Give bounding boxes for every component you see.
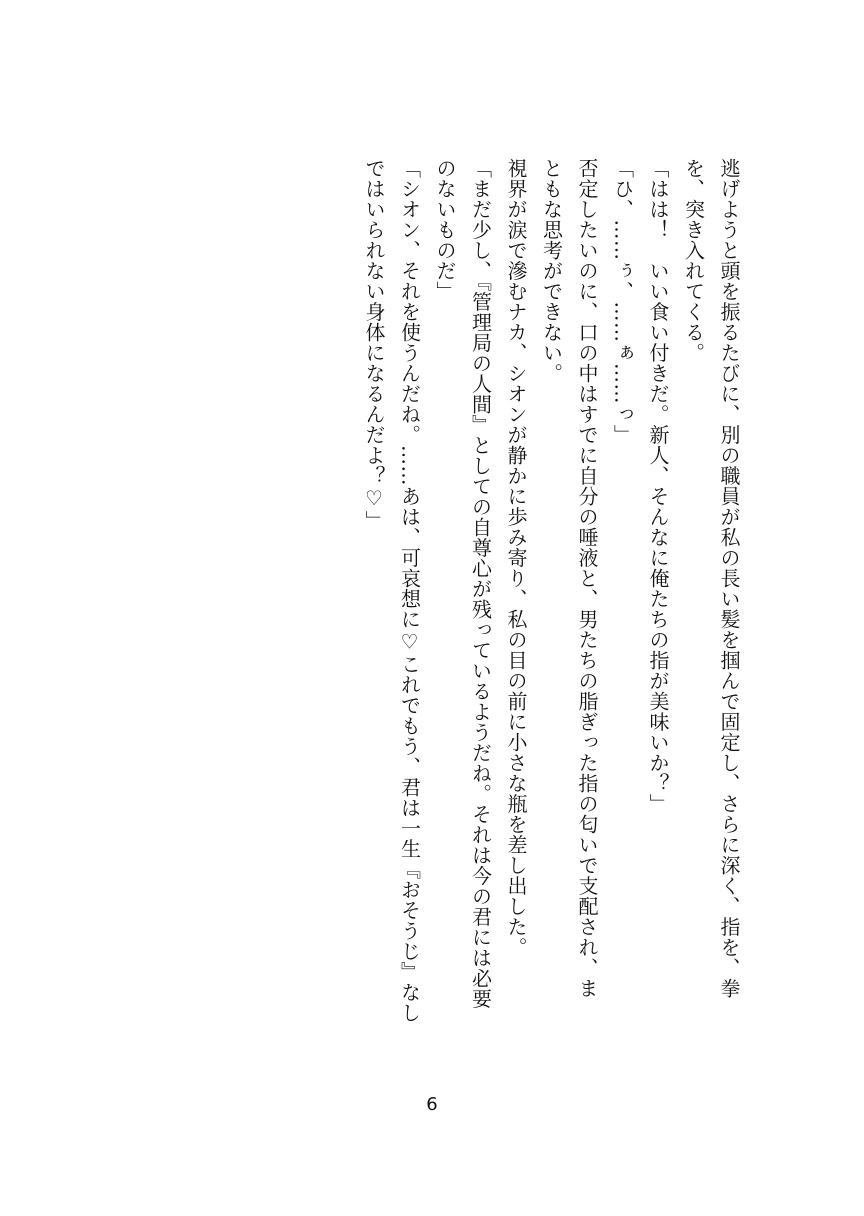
text-line-1: 逃げようと頭を振るたびに、別の職員が私の長い髪を掴んで固定し、さらに深く、指を、拳 xyxy=(717,158,741,999)
text-line-6: ともな思考ができない。 xyxy=(539,158,564,384)
text-line-5: 否定したいのに、口の中はすでに自分の唾液と、男たちの脂ぎった指の匂いで支配され、ま xyxy=(575,158,599,999)
text-line-4: 「ひ、……ぅ、……ぁ……っ」 xyxy=(610,158,635,445)
text-line-7: 視界が涙で滲むナカ、シオンが静かに歩み寄り、私の目の前に小さな瓶を差し出した。 xyxy=(504,158,528,958)
text-line-10: 「シオン、それを使うんだね。……あは、可哀想に♡これでもう、君は一生『おそうじ』なし xyxy=(397,158,422,1023)
text-line-3: 「はは！ いい食い付きだ。新人、そんなに俺たちの指が美味いか？」 xyxy=(646,158,670,814)
text-line-2: を、突き入れてくる。 xyxy=(681,158,706,363)
vertical-body-text xyxy=(126,158,746,1058)
text-line-9: のないものだ」 xyxy=(433,158,457,302)
text-line-8: 「まだ少し、『管理局の人間』としての自尊心が残っているようだね。それは今の君には必要 xyxy=(468,158,493,1009)
text-line-11: ではいられない身体になるんだよ？♡」 xyxy=(362,158,386,531)
page-number: 6 xyxy=(426,1094,438,1115)
